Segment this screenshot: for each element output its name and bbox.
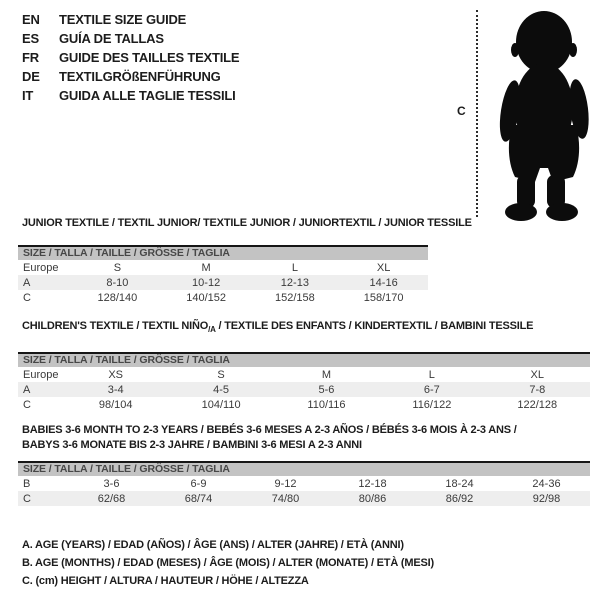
legend-note: C. (cm) HEIGHT / ALTURA / HAUTEUR / HÖHE / ALTEZZA <box>22 575 309 587</box>
value-cell: 80/86 <box>358 492 387 505</box>
value-cell: 12-18 <box>358 477 387 490</box>
babies-textile-title <box>22 423 590 453</box>
legend-note: B. AGE (MONTHS) / EDAD (MESES) / ÂGE (MOIS) / ALTER (MONATE) / ETÀ (MESI) <box>22 557 434 569</box>
size-header-bar: SIZE / TALLA / TAILLE / GRÖSSE / TAGLIA <box>18 245 428 260</box>
value-cell: 152/158 <box>274 291 315 304</box>
value-cell: XL <box>376 261 391 274</box>
row-header-cell: A <box>23 383 31 396</box>
table-title-line: BABIES 3-6 MONTH TO 2-3 YEARS / BEBÉS 3-6 MESES A 2-3 AÑOS / BÉBÉS 3-6 MOIS À 2-3 ANS / <box>22 424 517 436</box>
value-cell: 110/116 <box>307 398 346 411</box>
value-cell: 74/80 <box>271 492 300 505</box>
value-cell: 128/140 <box>97 291 138 304</box>
value-cell: 98/104 <box>98 398 133 411</box>
value-cell: 14-16 <box>369 276 398 289</box>
value-cell: L <box>428 368 435 381</box>
value-cell: S <box>113 261 122 274</box>
value-cell: 92/98 <box>532 492 561 505</box>
value-cell: S <box>217 368 225 381</box>
value-cell: XL <box>530 368 545 381</box>
legend-note: A. AGE (YEARS) / EDAD (AÑOS) / ÂGE (ANS) / ALTER (JAHRE) / ETÀ (ANNI) <box>22 539 404 551</box>
language-guide-title: GUÍA DE TALLAS <box>59 31 164 46</box>
table-row <box>18 476 590 491</box>
table-row <box>18 275 428 290</box>
language-code: IT <box>22 88 34 103</box>
value-cell: 18-24 <box>445 477 474 490</box>
value-cell: 8-10 <box>106 276 129 289</box>
row-header-cell: Europe <box>23 368 59 381</box>
value-cell: 24-36 <box>532 477 561 490</box>
junior-textile-title <box>22 216 472 231</box>
language-guide-title: GUIDA ALLE TAGLIE TESSILI <box>59 88 236 103</box>
language-code: EN <box>22 12 40 27</box>
value-cell: 158/170 <box>363 291 404 304</box>
value-cell: 6-9 <box>190 477 207 490</box>
height-figure <box>0 0 600 230</box>
value-cell: 104/110 <box>201 398 241 411</box>
height-measure-label: C <box>457 104 466 118</box>
row-header-cell: C <box>23 492 31 505</box>
children-size-table <box>18 367 590 412</box>
table-row <box>18 290 428 305</box>
value-cell: M <box>321 368 332 381</box>
table-row <box>18 367 590 382</box>
table-title-line: CHILDREN'S TEXTILE / TEXTIL $NIÑO_{/A}$ / TEXTILE DES ENFANTS / KINDERTEXTIL / BAMBINI TESSILE <box>22 320 534 335</box>
value-cell: 116/122 <box>412 398 452 411</box>
children-textile-title <box>22 319 590 337</box>
row-header-cell: C <box>23 291 31 304</box>
row-header-cell: Europe <box>23 261 59 274</box>
table-row <box>18 491 590 506</box>
value-cell: 3-4 <box>107 383 124 396</box>
baby-silhouette-icon <box>486 5 599 223</box>
height-measure-line <box>476 10 478 217</box>
table-row <box>18 260 428 275</box>
language-code: DE <box>22 69 40 84</box>
value-cell: 6-7 <box>423 383 440 396</box>
value-cell: 4-5 <box>213 383 230 396</box>
language-code: FR <box>22 50 39 65</box>
language-guide-title: TEXTILGRÖßENFÜHRUNG <box>59 69 221 84</box>
size-header-bar: SIZE / TALLA / TAILLE / GRÖSSE / TAGLIA <box>18 461 590 476</box>
value-cell: 86/92 <box>445 492 474 505</box>
babies-textile-section <box>18 423 590 506</box>
legend-notes <box>22 536 434 590</box>
value-cell: 122/128 <box>517 398 558 411</box>
junior-textile-section <box>18 216 472 305</box>
value-cell: 7-8 <box>529 383 546 396</box>
value-cell: 3-6 <box>103 477 120 490</box>
children-textile-section <box>18 319 590 412</box>
row-header-cell: C <box>23 398 31 411</box>
language-guide-title: TEXTILE SIZE GUIDE <box>59 12 187 27</box>
row-header-cell: A <box>23 276 31 289</box>
value-cell: 140/152 <box>186 291 226 304</box>
value-cell: 9-12 <box>274 477 297 490</box>
value-cell: 12-13 <box>280 276 309 289</box>
table-title-line: BABYS 3-6 MONATE BIS 2-3 JAHRE / BAMBINI 3-6 MESI A 2-3 ANNI <box>22 439 362 451</box>
value-cell: 62/68 <box>97 492 126 505</box>
size-header-bar: SIZE / TALLA / TAILLE / GRÖSSE / TAGLIA <box>18 352 590 367</box>
table-title-line: JUNIOR TEXTILE / TEXTIL JUNIOR/ TEXTILE JUNIOR / JUNIORTEXTIL / JUNIOR TESSILE <box>22 217 472 229</box>
value-cell: M <box>201 261 211 274</box>
language-guide-title: GUIDE DES TAILLES TEXTILE <box>59 50 240 65</box>
junior-size-table <box>18 260 428 305</box>
table-row <box>18 382 590 397</box>
value-cell: 10-12 <box>192 276 221 289</box>
table-row <box>18 397 590 412</box>
row-header-cell: B <box>23 477 31 490</box>
value-cell: 68/74 <box>184 492 213 505</box>
babies-size-table <box>18 476 590 506</box>
value-cell: L <box>291 261 298 274</box>
value-cell: 5-6 <box>318 383 335 396</box>
language-code: ES <box>22 31 39 46</box>
value-cell: XS <box>108 368 124 381</box>
